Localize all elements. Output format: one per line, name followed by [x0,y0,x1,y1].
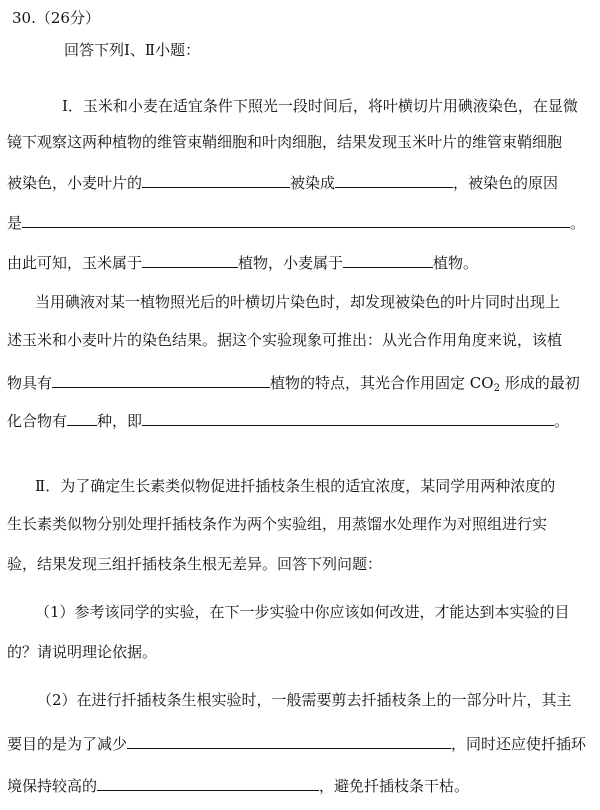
part1-line-1: Ⅰ．玉米和小麦在适宜条件下照光一段时间后，将叶横切片用碘液染色，在显微 [62,97,578,115]
part1-para2-line-3: 物具有 植物的特点，其光合作用固定 $CO_2$ 形成的最初 [7,374,580,394]
part1-line-5: 由此可知，玉米属于 植物，小麦属于 植物。 [7,254,479,272]
part2-q2-line-2: 要目的是为了减少 ，同时还应使扦插环 [7,735,587,753]
answer-blank[interactable] [127,733,451,749]
part2-line-2: 生长素类似物分别处理扦插枝条作为两个实验组，用蒸馏水处理作为对照组进行实 [7,515,548,533]
answer-blank[interactable] [335,172,453,188]
answer-blank[interactable] [52,372,270,388]
part1-line-3: 被染色，小麦叶片的 被染成 ，被染色的原因 [7,174,559,192]
question-intro: 回答下列Ⅰ、Ⅱ小题： [64,41,201,59]
part1-line-4: 是 。 [7,214,586,232]
answer-blank[interactable] [67,410,97,426]
part2-line-3: 验，结果发现三组扦插枝条生根无差异。回答下列问题： [7,555,383,573]
part2-q1-line-2: 的？请说明理论依据。 [7,643,158,661]
answer-blank[interactable] [97,775,319,791]
part2-line-1: Ⅱ．为了确定生长素类似物促进扦插枝条生根的适宜浓度，某同学用两种浓度的 [35,477,556,495]
answer-blank[interactable] [22,212,570,228]
answer-blank[interactable] [142,410,554,426]
answer-blank[interactable] [343,252,433,268]
answer-blank[interactable] [142,252,238,268]
part2-q2-line-3: 境保持较高的 ，避免扦插枝条干枯。 [7,777,470,795]
part1-para2-line-1: 当用碘液对某一植物照光后的叶横切片染色时，却发现被染色的叶片同时出现上 [35,293,561,311]
part1-para2-line-2: 述玉米和小麦叶片的染色结果。据这个实验现象可推出：从光合作用角度来说，该植 [7,331,563,349]
answer-blank[interactable] [142,172,290,188]
part2-q2-line-1: （2）在进行扦插枝条生根实验时，一般需要剪去扦插枝条上的一部分叶片，其主 [37,691,572,709]
part1-para2-line-4: 化合物有 种，即 。 [7,412,570,430]
question-number: 30.（26分） [12,9,100,27]
part2-q1-line-1: （1）参考该同学的实验，在下一步实验中你应该如何改进，才能达到本实验的目 [35,603,570,621]
part1-line-2: 镜下观察这两种植物的维管束鞘细胞和叶肉细胞，结果发现玉米叶片的维管束鞘细胞 [7,133,563,151]
